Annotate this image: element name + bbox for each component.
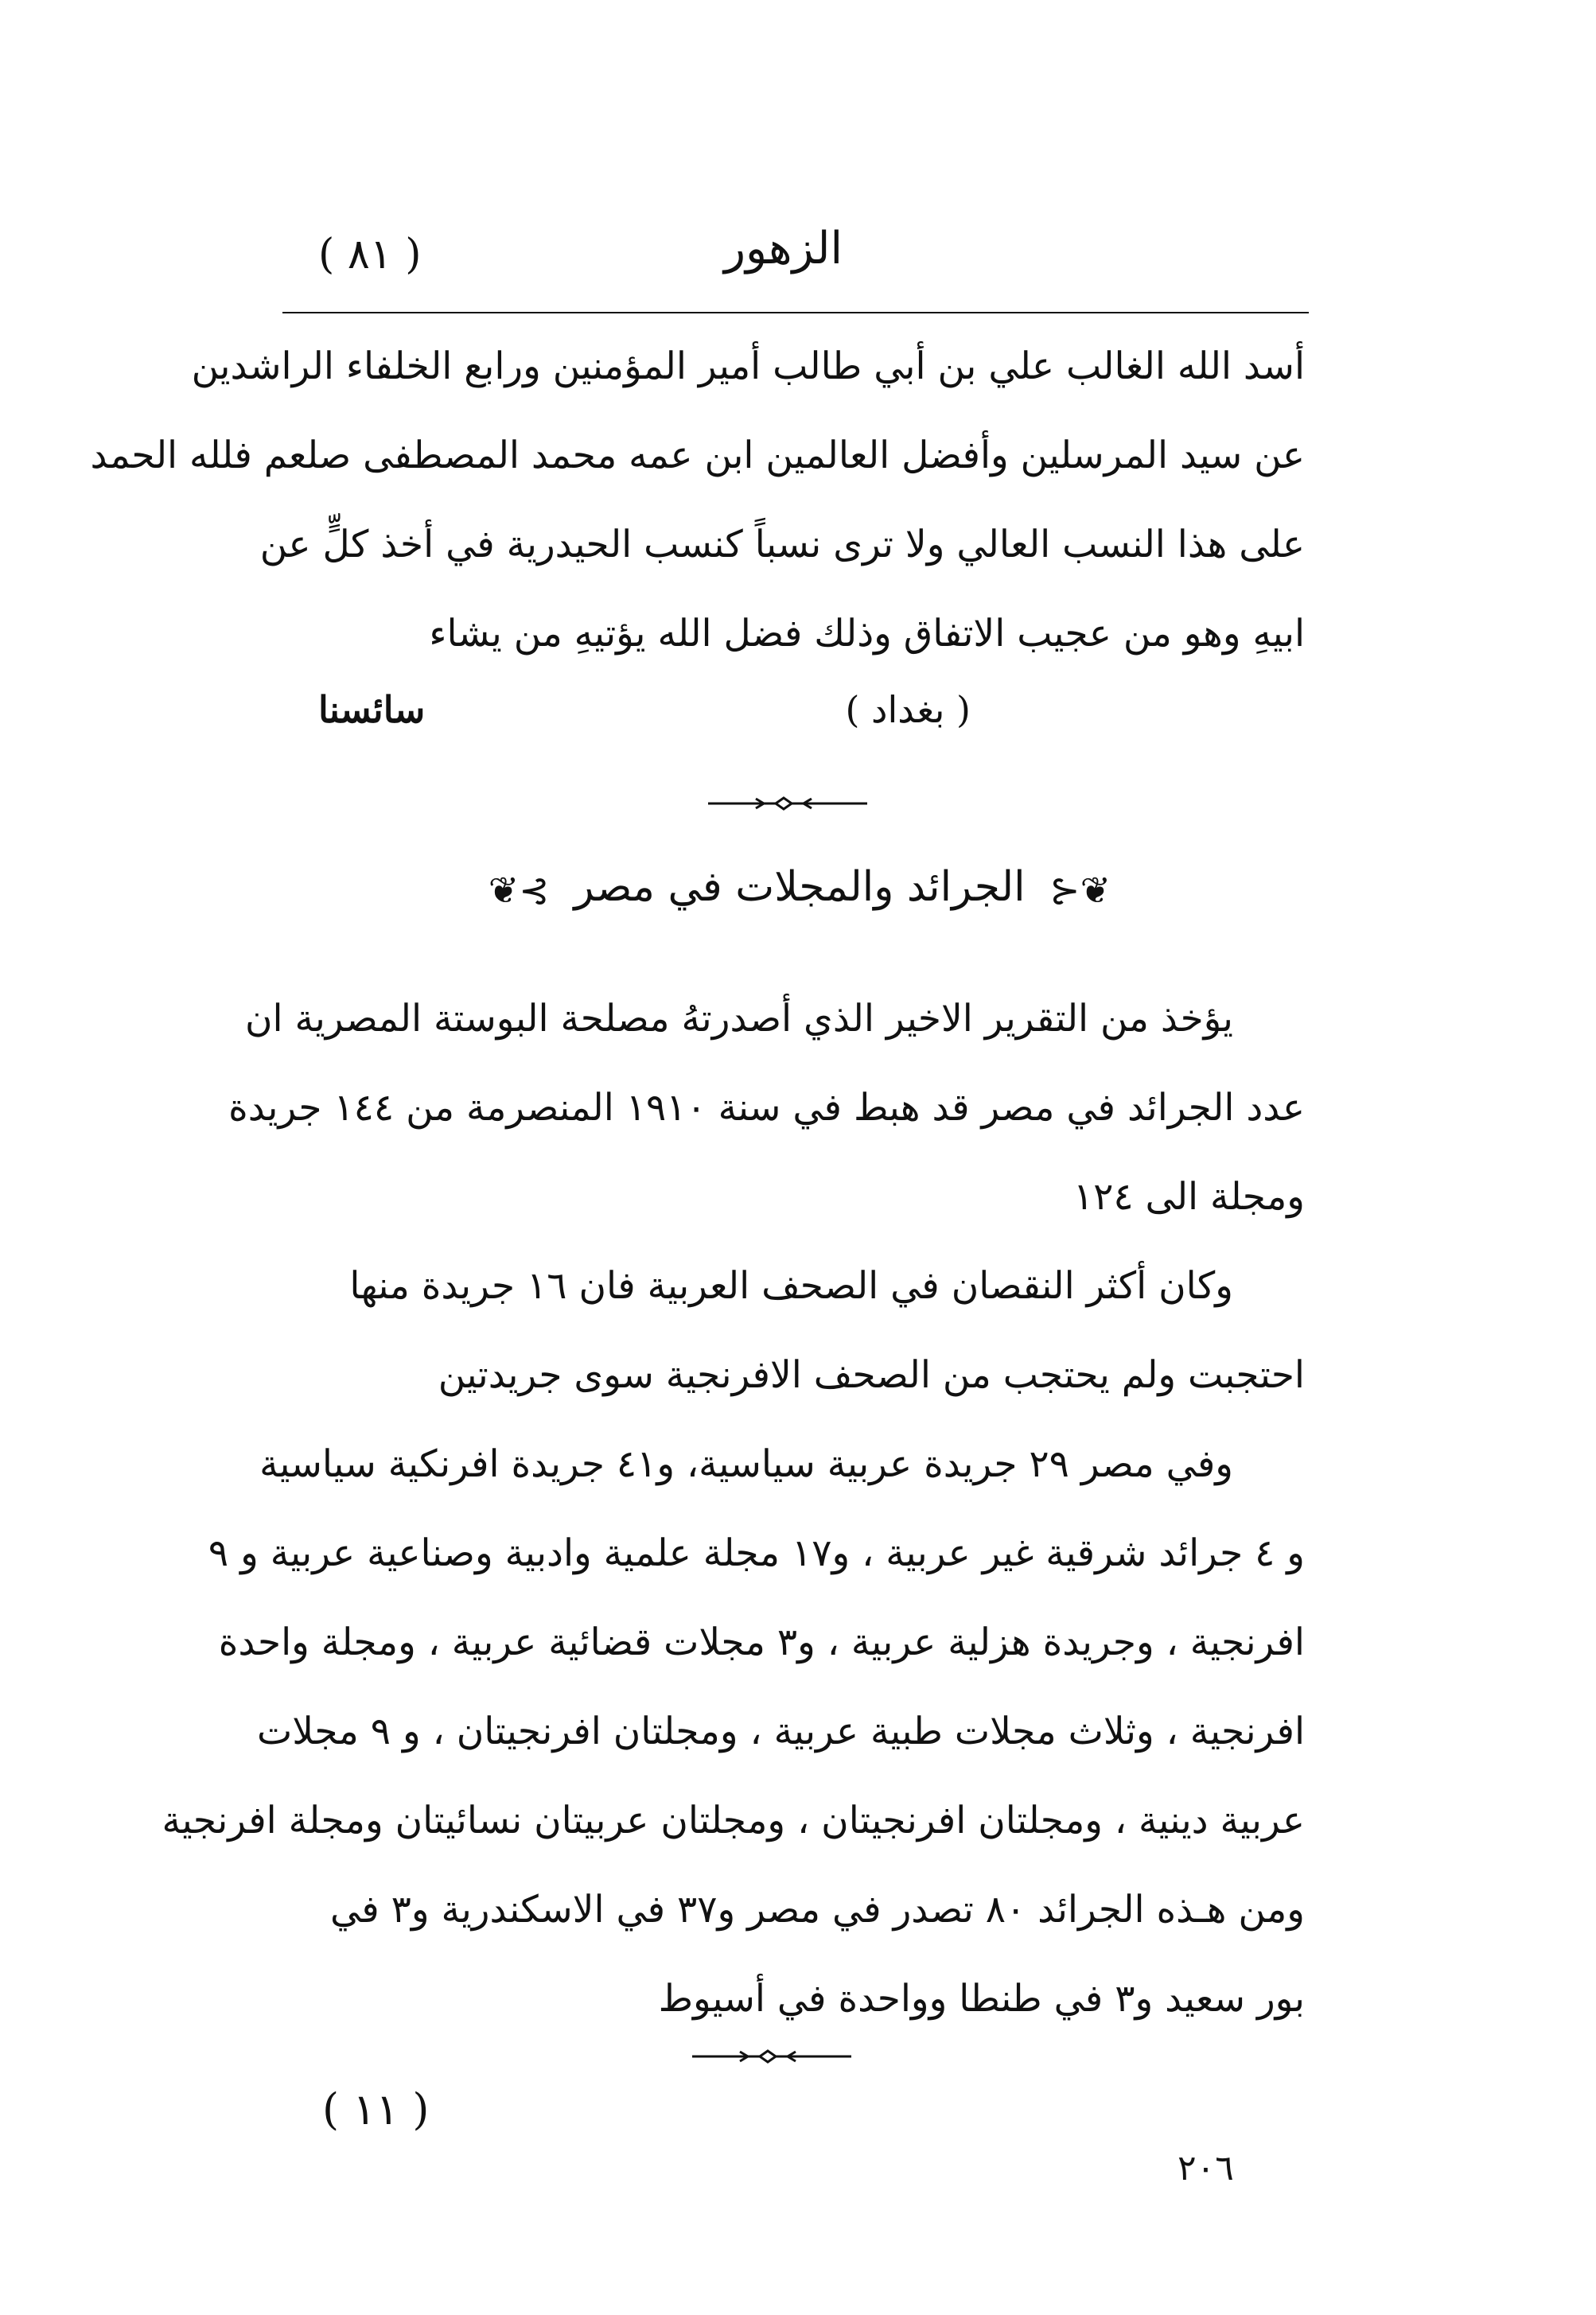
text-line: ومجلة الى ١٢٤ [1072,1175,1305,1219]
text-line: ومن هـذه الجرائد ٨٠ تصدر في مصر و٣٧ في الاسكندرية و٣ في [330,1888,1305,1932]
signature-mark: ( ١١ ) [322,2084,430,2134]
end-divider-ornament [684,2045,859,2068]
text-line: ابيهِ وهو من عجيب الاتفاق وذلك فضل الله يؤتيهِ من يشاء [429,612,1305,656]
section-title-text: الجرائد والمجلات في مصر [574,863,1026,911]
folio-number: ٢٠٦ [1178,2148,1234,2189]
running-title: الزهور [724,223,843,274]
text-line: بور سعيد و٣ في طنطا وواحدة في أسيوط [658,1977,1305,2021]
section-divider-ornament [700,792,875,815]
text-line: عن سيد المرسلين وأفضل العالمين ابن عمه محمد المصطفى صلعم فلله الحمد [90,434,1305,477]
text-line: عدد الجرائد في مصر قد هبط في سنة ١٩١٠ المنصرمة من ١٤٤ جريدة [228,1086,1305,1130]
text-line: على هذا النسب العالي ولا ترى نسباً كنسب الحيدرية في أخذ كلٍّ عن [259,523,1305,566]
text-line: يؤخذ من التقرير الاخير الذي أصدرتهُ مصلحة البوستة المصرية ان [245,997,1233,1041]
paragraph-2 [162,975,1305,2044]
page-number: ( ٨١ ) [318,231,422,278]
text-line: و ٤ جرائد شرقية غير عربية ، و١٧ مجلة علمية وادبية وصناعية عربية و ٩ [208,1531,1305,1575]
paragraph-1 [90,322,1305,679]
text-line: احتجبت ولم يحتجب من الصحف الافرنجية سوى جريدتين [438,1353,1305,1397]
text-line: وكان أكثر النقصان في الصحف العربية فان ١٦ جريدة منها [349,1264,1233,1308]
right-ornament-icon: ❦⊰ [1049,868,1111,912]
text-line: أسد الله الغالب علي بن أبي طالب أمير المؤمنين ورابع الخلفاء الراشدين [191,344,1305,388]
left-ornament-icon: ⊱❦ [488,868,550,912]
text-line: وفي مصر ٢٩ جريدة عربية سياسية، و٤١ جريدة افرنكية سياسية [259,1442,1233,1486]
section-title [438,863,1162,935]
text-line: افرنجية ، وثلاث مجلات طبية عربية ، ومجلتان افرنجيتان ، و ٩ مجلات [257,1710,1305,1753]
header-rule [282,312,1309,313]
text-line: افرنجية ، وجريدة هزلية عربية ، و٣ مجلات قضائية عربية ، ومجلة واحدة [218,1620,1305,1664]
signature-name: سائسنا [318,688,426,731]
signature-place: ( بغداد ) [845,688,971,731]
article-signature [318,688,971,752]
page-header [278,223,1313,310]
text-line: عربية دينية ، ومجلتان افرنجيتان ، ومجلتان عربيتان نسائيتان ومجلة افرنجية [162,1799,1305,1842]
